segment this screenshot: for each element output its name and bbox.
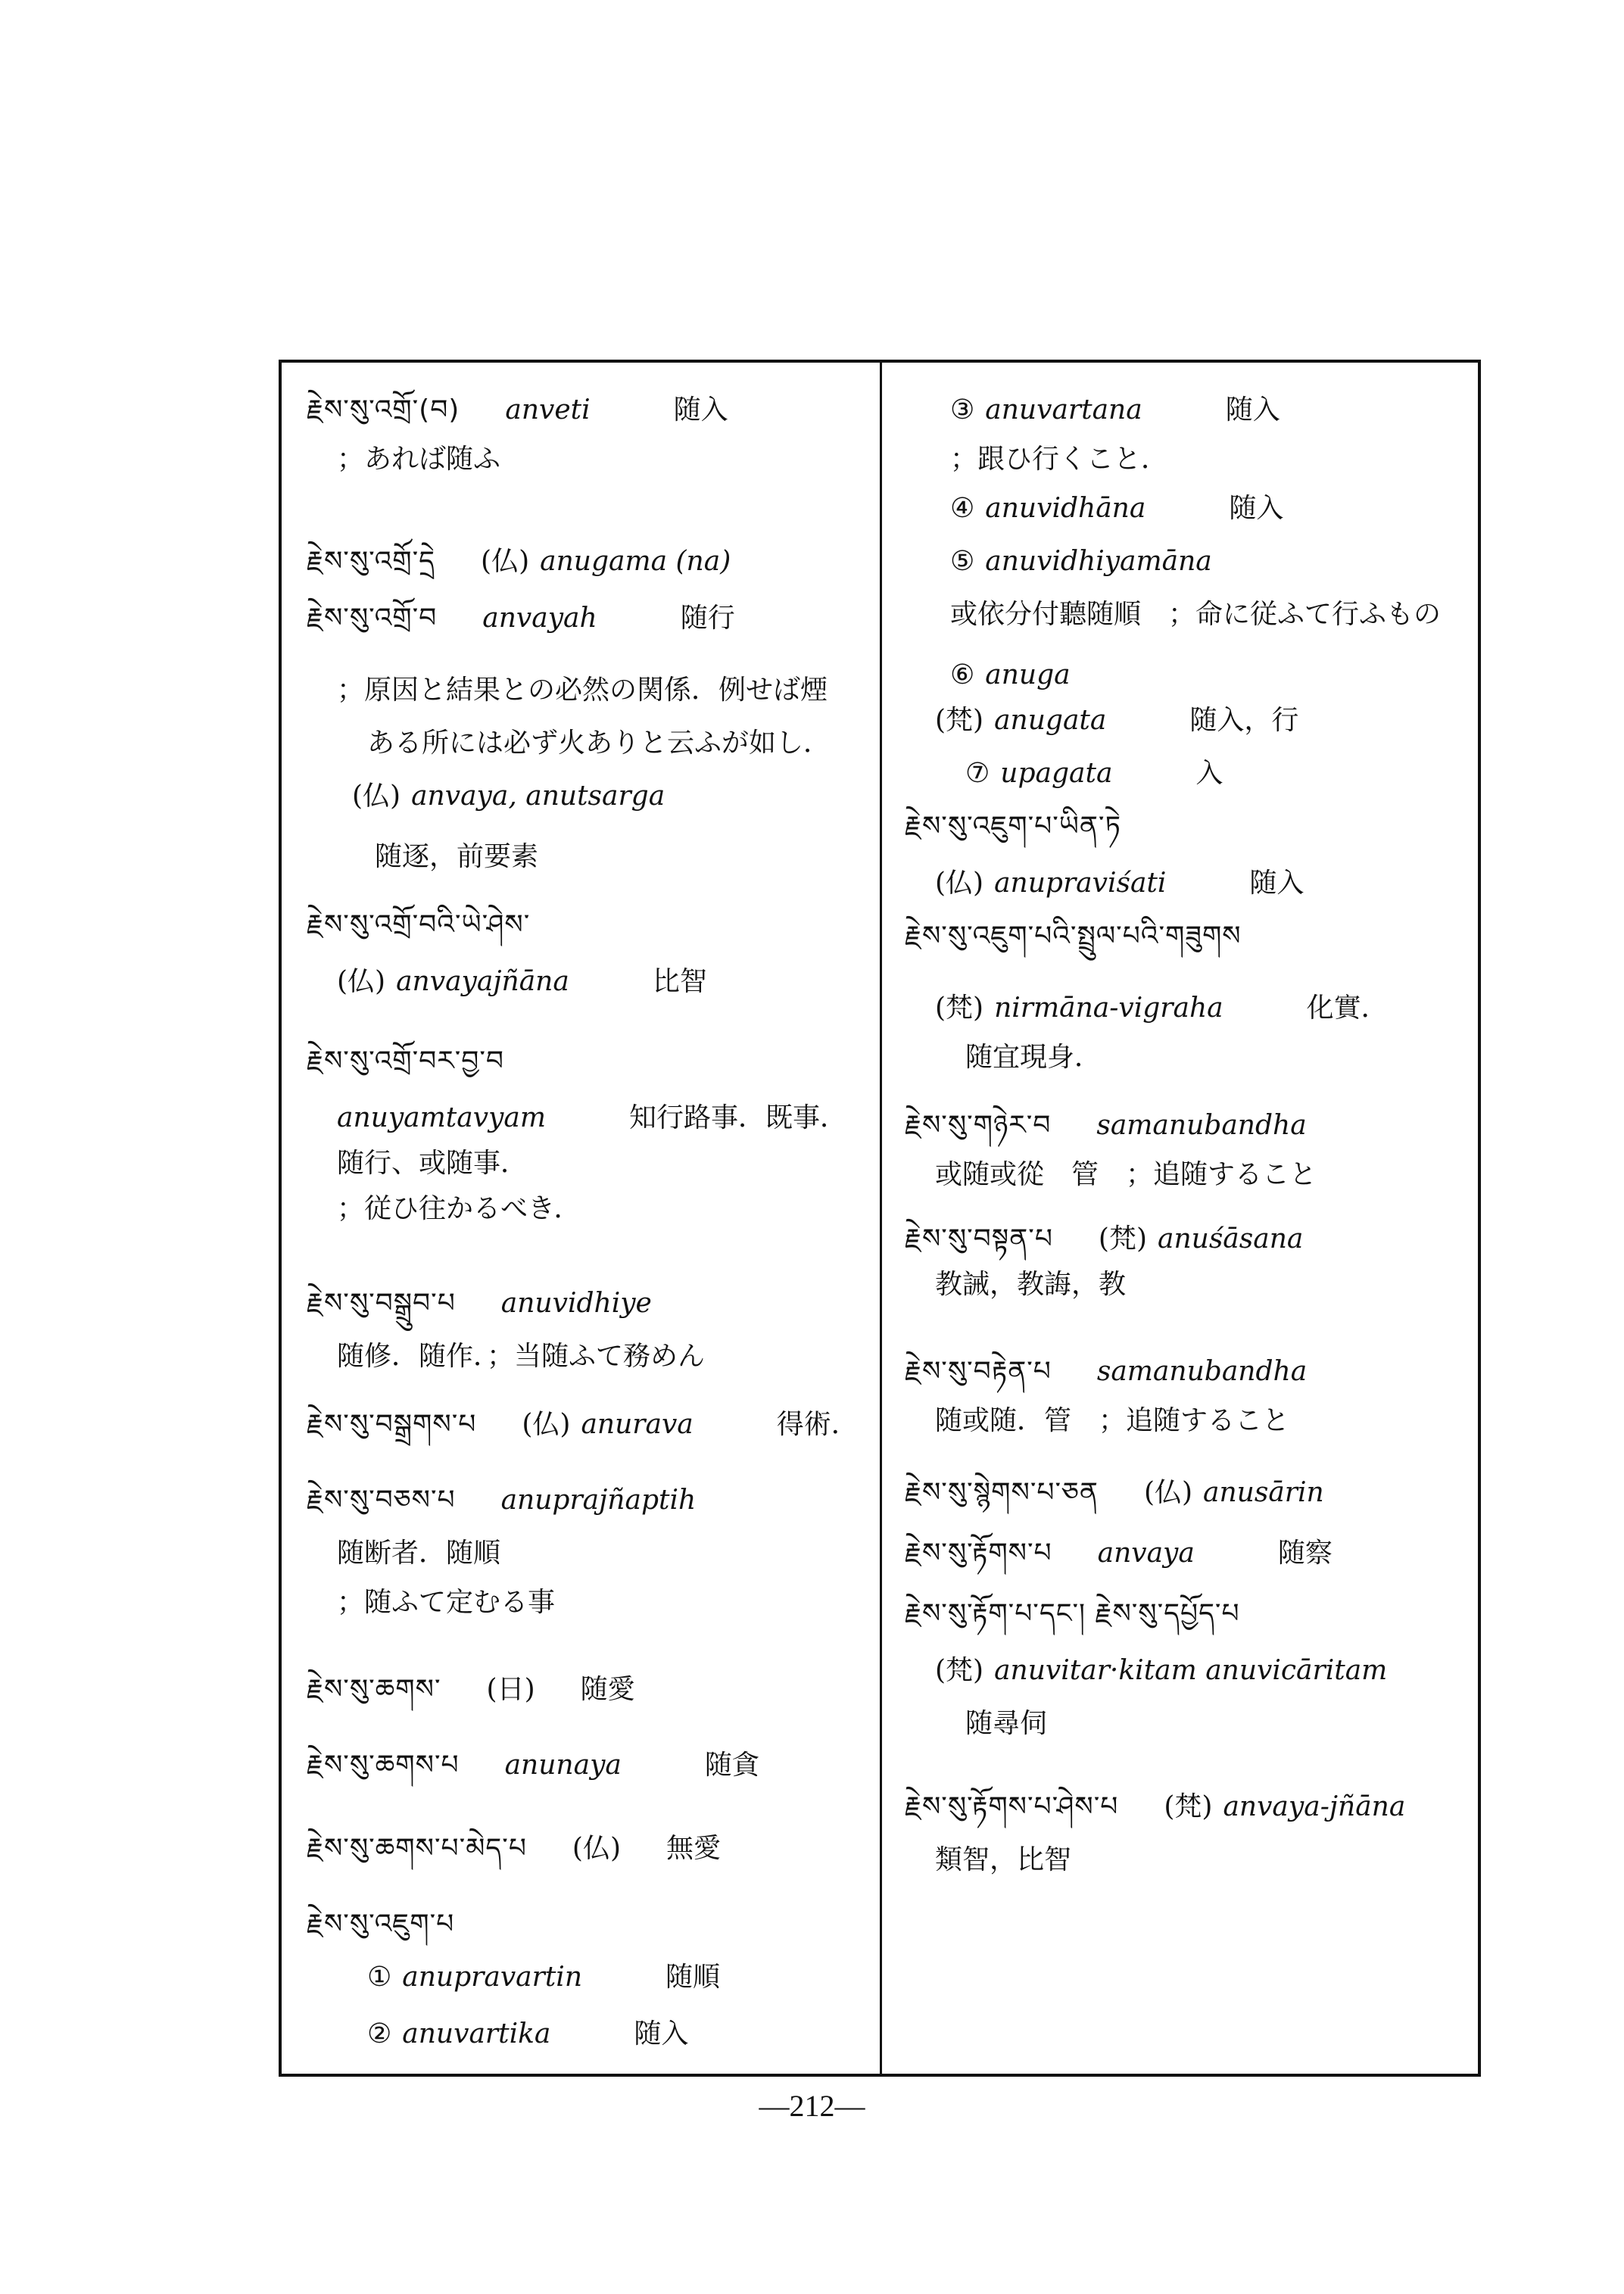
sanskrit-equivalent: anupravartin: [402, 1962, 583, 1993]
sanskrit-equivalent: anuvitar·kitam anuvicāritam: [994, 1655, 1388, 1686]
left-entry-line: [307, 1908, 454, 1941]
sanskrit-equivalent: anuvidhiyamāna: [985, 546, 1212, 577]
sanskrit-equivalent: anuyamtavyam: [337, 1102, 546, 1133]
tibetan-headword: རྗེས་སུ་འཇུག་པའི་སྤྲུལ་པའི་གཟུགས: [905, 921, 1242, 952]
source-marker: (梵): [1098, 1223, 1147, 1255]
japanese-gloss: 随順: [665, 1962, 721, 1993]
sanskrit-equivalent: anveti: [505, 394, 591, 425]
sanskrit-equivalent: anusārin: [1203, 1477, 1324, 1508]
source-marker: ③: [950, 394, 975, 425]
japanese-gloss: 随宜現身．: [965, 1042, 1102, 1073]
sanskrit-equivalent: nirmāna-vigraha: [994, 993, 1223, 1024]
japanese-gloss: ある所には必ず火ありと云ふが如し．: [367, 728, 831, 759]
left-entry-line: [307, 602, 735, 635]
left-entry-line: [337, 674, 828, 707]
right-entry-line: [905, 920, 1242, 953]
tibetan-headword: རྗེས་སུ་བརྟེན་པ: [905, 1356, 1052, 1387]
tibetan-headword: རྗེས་སུ་རྟོགས་པ: [905, 1538, 1052, 1569]
source-marker: ⑦: [965, 758, 990, 789]
tibetan-headword: རྗེས་སུ་རྟོག་པ་དང་། རྗེས་སུ་དཔྱོད་པ: [905, 1598, 1240, 1629]
left-entry-line: [337, 1537, 500, 1570]
source-marker: (仏): [935, 868, 984, 899]
tibetan-headword: རྗེས་སུ་འགྲོ་བ: [307, 603, 438, 634]
japanese-gloss: 知行路事．既事．: [628, 1102, 847, 1133]
japanese-gloss: 随行: [680, 603, 735, 634]
left-entry-line: [375, 840, 538, 874]
right-entry-line: [905, 1597, 1240, 1631]
source-marker: (梵): [935, 993, 984, 1024]
sanskrit-equivalent: anvayajñāna: [396, 966, 569, 997]
right-entry-line: [950, 443, 1168, 476]
japanese-gloss: 随或随．管 ；追随すること: [935, 1405, 1290, 1436]
right-entry-line: [950, 492, 1283, 525]
tibetan-headword: རྗེས་སུ་འགྲོ་བའི་ཡེ་ཤེས་: [307, 909, 531, 940]
source-marker: ④: [950, 493, 975, 524]
left-entry-line: [307, 1408, 859, 1442]
source-marker: (仏): [522, 1409, 571, 1440]
left-entry-line: [337, 1192, 581, 1226]
right-entry-line: [965, 757, 1223, 790]
sanskrit-equivalent: anuśāsana: [1158, 1223, 1304, 1255]
right-entry-line: [905, 810, 1121, 843]
right-entry-line: [950, 659, 1071, 692]
right-entry-line: [935, 992, 1389, 1025]
right-entry-line: [905, 1537, 1333, 1570]
tibetan-headword: རྗེས་སུ་བསྒྲུབ་པ: [307, 1288, 456, 1319]
japanese-gloss: 随入，行: [1189, 705, 1299, 736]
tibetan-headword: རྗེས་སུ་འཇུག་པ: [307, 1909, 455, 1940]
japanese-gloss: ；跟ひ行くこと．: [950, 444, 1169, 475]
left-entry-line: [307, 1832, 721, 1865]
tibetan-headword: རྗེས་སུ་རྟོགས་པ་ཤེས་པ: [905, 1791, 1119, 1822]
source-marker: ⑥: [950, 659, 975, 690]
tibetan-headword: རྗེས་སུ་འགྲོ་དྲེ: [307, 546, 436, 577]
sanskrit-equivalent: anuga: [985, 659, 1071, 690]
source-marker: ⑤: [950, 546, 975, 577]
japanese-gloss: 随尋伺: [965, 1708, 1048, 1739]
left-entry-line: [367, 727, 831, 760]
page-number: —212—: [759, 2089, 865, 2123]
right-entry-line: [950, 545, 1212, 578]
source-marker: (仏): [352, 781, 401, 812]
tibetan-headword: རྗེས་སུ་ཆགས་པ: [307, 1750, 460, 1781]
left-entry-line: [307, 1045, 504, 1078]
sanskrit-equivalent: samanubandha: [1096, 1110, 1307, 1141]
tibetan-headword: རྗེས་སུ་སྙེགས་པ་ཅན: [905, 1477, 1099, 1508]
sanskrit-equivalent: anuvidhāna: [985, 493, 1146, 524]
japanese-gloss: 或随或從 管 ；追随すること: [935, 1159, 1317, 1190]
right-entry-line: [965, 1041, 1102, 1074]
left-entry-line: [337, 1102, 847, 1135]
column-divider: [880, 361, 882, 2075]
japanese-gloss: 得術．: [776, 1409, 859, 1440]
japanese-gloss: 随行、或随事．: [337, 1148, 528, 1179]
source-marker: ②: [367, 2018, 392, 2049]
sanskrit-equivalent: anuvartana: [985, 394, 1142, 425]
right-entry-line: [905, 1791, 1405, 1824]
japanese-gloss: 類智，比智: [935, 1844, 1072, 1875]
japanese-gloss: 随入: [1229, 493, 1284, 524]
tibetan-headword: རྗེས་སུ་བསྟན་པ: [905, 1223, 1053, 1255]
right-entry-line: [905, 1476, 1324, 1510]
sanskrit-equivalent: anupraviśati: [994, 868, 1167, 899]
right-entry-line: [935, 1268, 1126, 1301]
sanskrit-equivalent: anvaya: [1097, 1538, 1195, 1569]
source-marker: (梵): [935, 705, 984, 736]
japanese-gloss: 随察: [1277, 1538, 1333, 1569]
japanese-gloss: 随入: [634, 2018, 689, 2049]
sanskrit-equivalent: upagata: [1000, 758, 1113, 789]
japanese-gloss: ；随ふて定むる事: [337, 1587, 556, 1618]
japanese-gloss: ；原因と結果との必然の関係．例せば煙: [337, 675, 828, 706]
japanese-gloss: 随断者．随順: [337, 1538, 501, 1569]
right-entry-line: [905, 1355, 1307, 1389]
japanese-gloss: ；あれば随ふ: [337, 444, 501, 475]
left-entry-line: [307, 1673, 635, 1706]
sanskrit-equivalent: anuprajñaptih: [500, 1485, 697, 1516]
source-marker: ①: [367, 1962, 392, 1993]
source-marker: (梵): [1164, 1791, 1213, 1822]
tibetan-headword: རྗེས་སུ་འགྲོ་བར་བྱ་བ: [307, 1046, 504, 1077]
japanese-gloss: 教誡，教誨，教: [935, 1269, 1127, 1300]
right-entry-line: [935, 1654, 1387, 1688]
tibetan-headword: རྗེས་སུ་གཉེར་བ: [905, 1110, 1052, 1141]
sanskrit-equivalent: anuvidhiye: [500, 1288, 652, 1319]
left-entry-line: [352, 780, 665, 813]
left-entry-line: [367, 2018, 688, 2051]
sanskrit-equivalent: samanubandha: [1096, 1356, 1308, 1387]
sanskrit-equivalent: anvayah: [482, 603, 597, 634]
left-entry-line: [337, 443, 500, 476]
source-marker: (日): [486, 1674, 535, 1705]
right-entry-line: [950, 598, 1441, 631]
tibetan-headword: རྗེས་སུ་བཅས་པ: [307, 1485, 456, 1516]
left-entry-line: [307, 1287, 652, 1320]
left-entry-line: [337, 1340, 705, 1373]
japanese-gloss: 化實．: [1306, 993, 1389, 1024]
japanese-gloss: 随愛: [580, 1674, 635, 1705]
japanese-gloss: 随入: [1225, 394, 1280, 425]
japanese-gloss: 無愛: [666, 1833, 722, 1864]
right-entry-line: [905, 1223, 1303, 1256]
left-entry-line: [307, 394, 728, 427]
japanese-gloss: ；従ひ往かるべき．: [337, 1193, 581, 1224]
left-entry-line: [307, 909, 530, 942]
source-marker: (仏): [337, 966, 386, 997]
right-entry-line: [935, 1404, 1289, 1438]
sanskrit-equivalent: anvaya-jñāna: [1223, 1791, 1406, 1822]
japanese-gloss: 随入: [673, 394, 728, 425]
japanese-gloss: 随逐，前要素: [375, 841, 539, 872]
right-entry-line: [905, 1109, 1307, 1142]
left-entry-line: [337, 1586, 555, 1619]
right-entry-line: [935, 704, 1298, 737]
left-entry-line: [367, 1961, 720, 1994]
sanskrit-equivalent: anugama (na): [540, 546, 731, 577]
japanese-gloss: 随貪: [704, 1750, 759, 1781]
tibetan-headword: རྗེས་སུ་བསྒྲགས་པ: [307, 1409, 477, 1440]
source-marker: (仏): [481, 546, 530, 577]
japanese-gloss: 比智: [652, 966, 707, 997]
japanese-gloss: 或依分付聽随順 ；命に従ふて行ふもの: [950, 599, 1442, 630]
japanese-gloss: 随修．随作．；当随ふて務めん: [337, 1341, 706, 1372]
right-entry-line: [965, 1707, 1047, 1741]
sanskrit-equivalent: anugata: [994, 705, 1107, 736]
left-entry-line: [307, 1484, 696, 1517]
sanskrit-equivalent: anunaya: [504, 1750, 622, 1781]
left-entry-line: [307, 545, 731, 578]
source-marker: (梵): [935, 1655, 984, 1686]
left-entry-line: [307, 1749, 759, 1782]
japanese-gloss: 随入: [1249, 868, 1304, 899]
tibetan-headword: རྗེས་སུ་ཆགས་པ་མེད་པ: [307, 1833, 527, 1864]
left-entry-line: [337, 965, 707, 999]
left-entry-line: [337, 1147, 528, 1180]
right-entry-line: [935, 1158, 1317, 1192]
tibetan-headword: རྗེས་སུ་འགྲོ་(བ): [307, 394, 460, 425]
sanskrit-equivalent: anuvartika: [402, 2018, 551, 2049]
japanese-gloss: 入: [1195, 758, 1223, 789]
sanskrit-equivalent: anurava: [581, 1409, 694, 1440]
tibetan-headword: རྗེས་སུ་ཆགས་: [307, 1674, 441, 1705]
right-entry-line: [935, 1844, 1071, 1877]
source-marker: (仏): [1143, 1477, 1193, 1508]
tibetan-headword: རྗེས་སུ་འཇུག་པ་ཡིན་ཏེ: [905, 811, 1121, 842]
right-entry-line: [950, 394, 1280, 427]
right-entry-line: [935, 867, 1304, 900]
source-marker: (仏): [572, 1833, 621, 1864]
sanskrit-equivalent: anvaya, anutsarga: [411, 781, 665, 812]
